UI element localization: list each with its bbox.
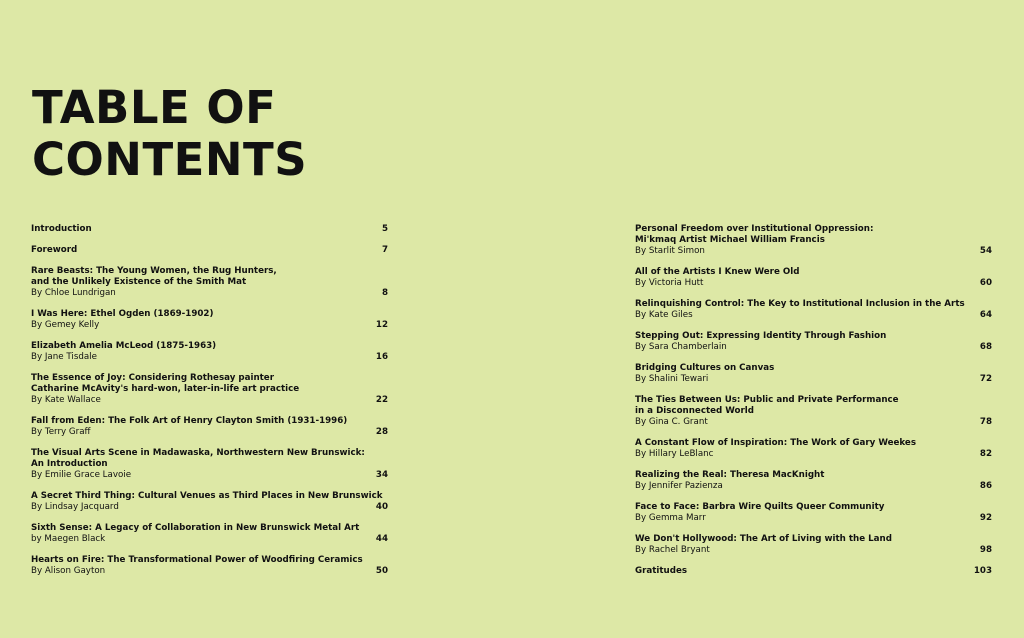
toc-entry xyxy=(31,224,388,235)
toc-entry-title: Foreword xyxy=(31,245,78,255)
toc-entry xyxy=(635,395,992,428)
toc-entry-title: Mi'kmaq Artist Michael William Francis xyxy=(635,235,825,245)
toc-entry-author: By Rachel Bryant xyxy=(635,545,710,555)
toc-entry-title: and the Unlikely Existence of the Smith Mat xyxy=(31,277,247,287)
toc-entry-title: I Was Here: Ethel Ogden (1869-1902) xyxy=(31,309,214,319)
toc-entry-author: By Kate Giles xyxy=(635,310,693,320)
toc-entry xyxy=(31,309,388,331)
toc-entry xyxy=(31,448,388,481)
toc-entry xyxy=(635,470,992,492)
toc-entry-author: By Jennifer Pazienza xyxy=(635,481,723,491)
toc-column-right xyxy=(635,224,992,587)
toc-entry-title: The Ties Between Us: Public and Private Performance xyxy=(635,395,899,405)
toc-entry-author: by Maegen Black xyxy=(31,534,106,544)
toc-entry-page: 8 xyxy=(381,288,388,298)
toc-entry-author: By Kate Wallace xyxy=(31,395,101,405)
toc-entry-author: By Sara Chamberlain xyxy=(635,342,727,352)
toc-entry-title: Relinquishing Control: The Key to Institutional Inclusion in the Arts xyxy=(635,299,965,309)
toc-entry-page: 60 xyxy=(979,278,992,288)
toc-entry-title: All of the Artists I Knew Were Old xyxy=(635,267,800,277)
toc-entry xyxy=(635,502,992,524)
toc-entry-author: By Gemey Kelly xyxy=(31,320,100,330)
toc-entry-author: By Jane Tisdale xyxy=(31,352,97,362)
toc-entry-author: By Emilie Grace Lavoie xyxy=(31,470,132,480)
page-title xyxy=(32,82,307,186)
toc-column-left xyxy=(31,224,388,587)
toc-entry-title: Realizing the Real: Theresa MacKnight xyxy=(635,470,825,480)
toc-entry-page: 68 xyxy=(979,342,992,352)
toc-entry-page: 7 xyxy=(381,245,388,255)
toc-entry-title: Face to Face: Barbra Wire Quilts Queer Community xyxy=(635,502,885,512)
toc-entry-title: Personal Freedom over Institutional Oppression: xyxy=(635,224,874,234)
toc-entry-page: 28 xyxy=(375,427,388,437)
toc-entry-author: By Chloe Lundrigan xyxy=(31,288,116,298)
toc-entry xyxy=(635,299,992,321)
toc-entry-title: Hearts on Fire: The Transformational Power of Woodfiring Ceramics xyxy=(31,555,363,565)
toc-entry-page: 54 xyxy=(979,246,992,256)
toc-entry-page: 78 xyxy=(979,417,992,427)
toc-entry-page: 16 xyxy=(375,352,388,362)
toc-entry-page: 5 xyxy=(381,224,388,234)
toc-entry-author: By Alison Gayton xyxy=(31,566,106,576)
toc-entry xyxy=(31,341,388,363)
toc-entry xyxy=(635,331,992,353)
toc-entry-title: A Secret Third Thing: Cultural Venues as Third Places in New Brunswick xyxy=(31,491,383,501)
toc-entry xyxy=(635,224,992,257)
toc-entry-author: By Gemma Marr xyxy=(635,513,706,523)
toc-entry-author: By Lindsay Jacquard xyxy=(31,502,119,512)
title-line-2: CONTENTS xyxy=(32,133,308,186)
toc-entry xyxy=(31,523,388,545)
toc-entry xyxy=(635,566,992,577)
toc-entry xyxy=(635,438,992,460)
toc-entry-title: Fall from Eden: The Folk Art of Henry Clayton Smith (1931-1996) xyxy=(31,416,348,426)
toc-entry xyxy=(635,534,992,556)
toc-entry-page: 12 xyxy=(375,320,388,330)
toc-entry-title: Rare Beasts: The Young Women, the Rug Hunters, xyxy=(31,266,277,276)
toc-entry xyxy=(31,266,388,299)
toc-entry-title: We Don't Hollywood: The Art of Living with the Land xyxy=(635,534,892,544)
toc-entry-title: Sixth Sense: A Legacy of Collaboration in New Brunswick Metal Art xyxy=(31,523,360,533)
toc-entry-page: 44 xyxy=(375,534,388,544)
toc-entry-page: 98 xyxy=(979,545,992,555)
toc-entry-page: 22 xyxy=(375,395,388,405)
toc-entry-title: Bridging Cultures on Canvas xyxy=(635,363,775,373)
toc-entry-author: By Gina C. Grant xyxy=(635,417,708,427)
toc-entry-page: 86 xyxy=(979,481,992,491)
toc-entry-page: 64 xyxy=(979,310,992,320)
toc-entry-title: Introduction xyxy=(31,224,92,234)
toc-entry-title: A Constant Flow of Inspiration: The Work of Gary Weekes xyxy=(635,438,916,448)
toc-entry xyxy=(635,363,992,385)
toc-entry xyxy=(635,267,992,289)
toc-entry-page: 50 xyxy=(375,566,388,576)
toc-entry-title: Elizabeth Amelia McLeod (1875-1963) xyxy=(31,341,217,351)
toc-entry-title: Catharine McAvity's hard-won, later-in-life art practice xyxy=(31,384,300,394)
toc-entry-title: Stepping Out: Expressing Identity Through Fashion xyxy=(635,331,887,341)
toc-entry-author: By Starlit Simon xyxy=(635,246,705,256)
toc-entry-title: in a Disconnected World xyxy=(635,406,754,416)
toc-entry-author: By Hillary LeBlanc xyxy=(635,449,714,459)
toc-entry xyxy=(31,373,388,406)
toc-entry-title: Gratitudes xyxy=(635,566,688,576)
toc-entry xyxy=(31,491,388,513)
toc-entry xyxy=(31,416,388,438)
toc-entry-author: By Terry Graff xyxy=(31,427,91,437)
toc-entry xyxy=(31,245,388,256)
toc-entry-page: 82 xyxy=(979,449,992,459)
toc-entry-page: 103 xyxy=(973,566,992,576)
toc-entry-author: By Victoria Hutt xyxy=(635,278,704,288)
toc-entry xyxy=(31,555,388,577)
title-line-1: TABLE OF xyxy=(32,81,277,134)
toc-entry-title: The Visual Arts Scene in Madawaska, Northwestern New Brunswick: xyxy=(31,448,365,458)
toc-entry-page: 92 xyxy=(979,513,992,523)
toc-entry-page: 34 xyxy=(375,470,388,480)
toc-entry-title: The Essence of Joy: Considering Rothesay painter xyxy=(31,373,274,383)
toc-entry-title: An Introduction xyxy=(31,459,108,469)
toc-entry-page: 72 xyxy=(979,374,992,384)
toc-entry-author: By Shalini Tewari xyxy=(635,374,709,384)
toc-entry-page: 40 xyxy=(375,502,388,512)
